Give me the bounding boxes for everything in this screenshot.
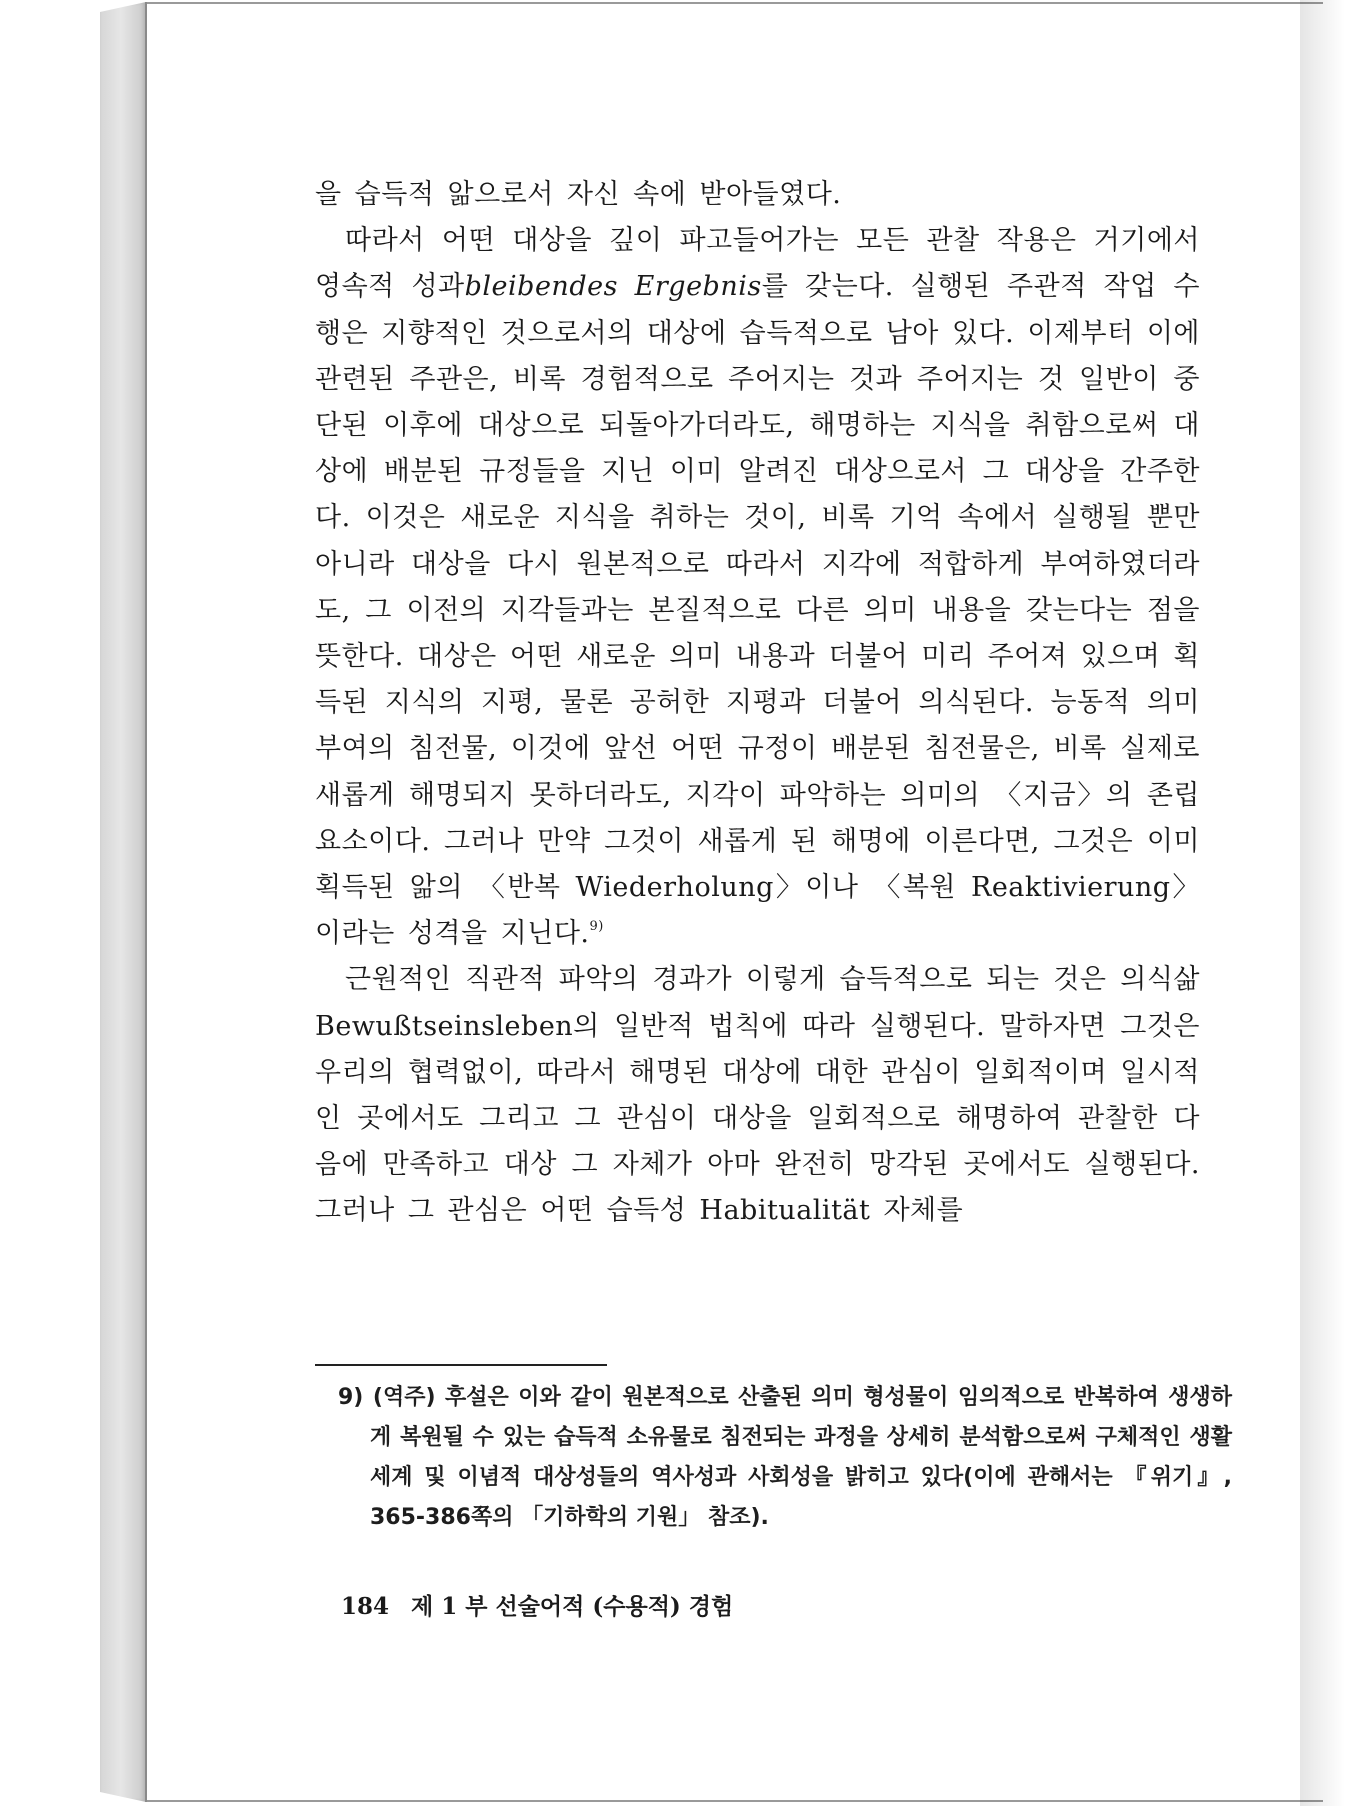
running-footer xyxy=(341,1588,733,1621)
paragraph-2-after: 를 갖는다. 실행된 주관적 작업 수행은 지향적인 것으로서의 대상에 습득적으로 남아 있다. 이제부터 이에 관련된 주관은, 비록 경험적으로 주어지는 것과 주어지는 것 일반이 중단된 이후에 대상으로 되돌아가더라도, 해명하는 지식을 취함으로써 대상에 배분된 규정들을 지닌 이미 알려진 대상으로서 그 대상을 간주한다. 이것은 새로운 지식을 취하는 것이, 비록 기억 속에서 실행될 뿐만 아니라 대상을 다시 원본적으로 따라서 지각에 적합하게 부여하였더라도, 그 이전의 지각들과는 본질적으로 다른 의미 내용을 갖는다는 점을 뜻한다. 대상은 어떤 새로운 의미 내용과 더불어 미리 주어져 있으며 획득된 지식의 지평, 물론 공허한 지평과 더불어 의식된다. 능동적 의미 부여의 침전물, 이것에 앞선 어떤 규정이 배분된 침전물은, 비록 실제로 새롭게 해명되지 못하더라도, 지각이 파악하는 의미의 〈지금〉의 존립 요소이다. 그러나 만약 그것이 새롭게 된 해명에 이른다면, 그것은 이미 획득된 앎의 〈반복 Wiederholung〉이나 〈복원 Reaktivierung〉이라는 성격을 지닌다. xyxy=(315,271,1200,950)
footnote-reference[interactable]: 9) xyxy=(589,919,604,935)
footnote-text: (역주) 후설은 이와 같이 원본적으로 산출된 의미 형성물이 임의적으로 반복하여 생생하게 복원될 수 있는 습득적 소유물로 침전되는 과정을 상세히 분석함으로써 구체적인 생활 세계 및 이념적 대상성들의 역사성과 사회성을 밝히고 있다(이에 관해서는 『위기』, 365-386쪽의 「기하학의 기원」 참조). xyxy=(370,1385,1232,1530)
paragraph-2-italic-term: bleibendes Ergebnis xyxy=(464,271,762,303)
footnote-divider xyxy=(315,1364,607,1366)
paragraph-3 xyxy=(315,957,1200,1234)
page-right-shadow xyxy=(1300,0,1345,1806)
section-title: 제 1 부 선술어적 (수용적) 경험 xyxy=(411,1593,734,1620)
page-number: 184 xyxy=(341,1593,390,1620)
paragraph-1 xyxy=(315,172,1200,218)
book-spine xyxy=(100,2,146,1802)
paragraph-3-text: 근원적인 직관적 파악의 경과가 이렇게 습득적으로 되는 것은 의식삶 Bewußtseinsleben의 일반적 법칙에 따라 실행된다. 말하자면 그것은 우리의 협력없이, 따라서 해명된 대상에 대한 관심이 일회적이며 일시적인 곳에서도 그리고 그 관심이 대상을 일회적으로 해명하여 관찰한 다음에 만족하고 대상 그 자체가 아마 완전히 망각된 곳에서도 실행된다. 그러나 그 관심은 어떤 습득성 Habitualität 자체를 xyxy=(315,964,1200,1227)
body-text xyxy=(315,172,1200,1235)
paragraph-2 xyxy=(315,218,1200,957)
paragraph-1-text: 을 습득적 앎으로서 자신 속에 받아들였다. xyxy=(315,179,842,210)
footnote-number: 9) xyxy=(338,1385,364,1410)
paragraph-2-before: 따라서 어떤 대상을 깊이 파고들어가는 모든 관찰 작용은 거기에서 영속적 성과 xyxy=(315,225,1200,303)
footnote xyxy=(338,1378,1232,1538)
